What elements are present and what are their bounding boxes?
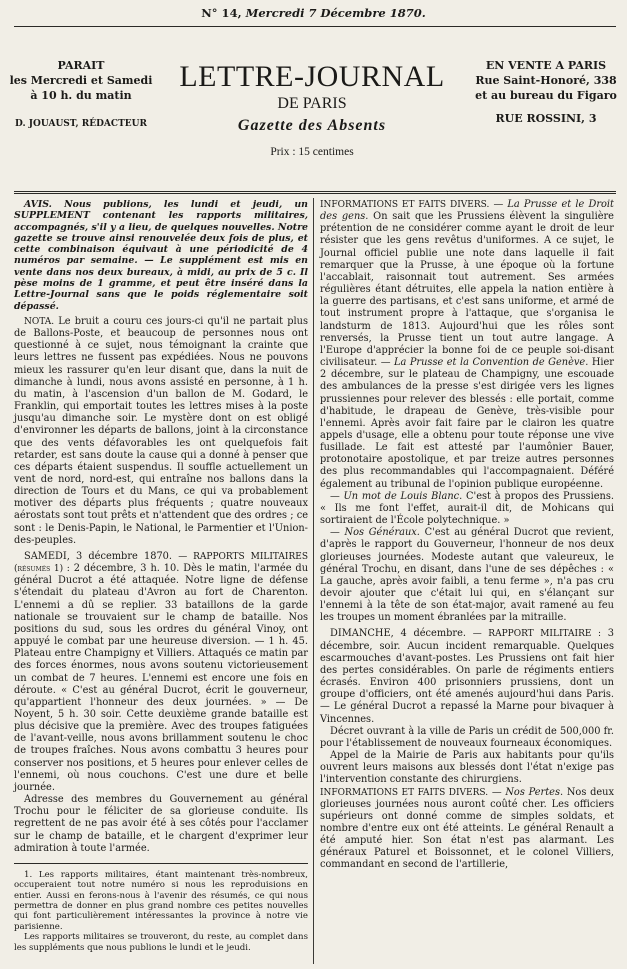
right-column — [320, 199, 614, 872]
masthead-title: LETTRE-JOURNAL — [179, 60, 445, 93]
geneve-text: Hier 2 décembre, sur le plateau de Champigny, une escouade des ambulances de la presse s'est dirigée vers les lignes prussiennes pour relever des blessés : elle portait, comme d'habitude, le drapeau de Genève, très-visible pour l'ennemi. Après avoir fait faire par le clairon les quatre appels d'usage, elle a obtenu pour toute réponse une vive fusillade. Le fait est attesté par l'aumônier Bauer, protonotaire apostolique, et par treize autres personnes des plus recommandables qui l'accompagnaient. Déféré également au tribunal de l'opinion publique européenne. — [320, 357, 614, 490]
nota-paragraph — [14, 316, 308, 547]
footnote-2: Les rapports militaires se trouveront, du reste, au complet dans les suppléments que nous publions le lundi et le jeudi. — [14, 932, 308, 953]
header-left-line2: les Mercredi et Samedi — [9, 74, 153, 87]
nota-label: NOTA. — [24, 316, 55, 327]
dimanche-heading: DIMANCHE, 4 décembre. — [330, 628, 466, 640]
avis-paragraph: AVIS. Nous publions, les lundi et jeudi, un SUPPLEMENT contenant les rapports militaires, accompagnés, s'il y a lieu, de quelques nouvelles. Notre gazette se trouve ainsi renouvelée deux fois de plus, et cette combinaison équivaut à une périodicité de 4 numéros par semaine. — Le supplément est mis en vente dans nos deux bureaux, à midi, au prix de 5 c. Il pèse moins de 1 gramme, et peut être inséré dans la Lettre-Journal sans que le poids réglementaire soit dépassé. — [14, 199, 308, 312]
samedi-heading: SAMEDI, 3 décembre 1870. — [24, 550, 173, 562]
dimanche-paragraph — [320, 628, 614, 725]
issue-number: N° 14, — [201, 6, 242, 20]
info1-paragraph — [320, 199, 614, 491]
issue-date: Mercredi 7 Décembre 1870. — [245, 6, 426, 20]
dimanche-label: — RAPPORT MILITAIRE : — [472, 629, 601, 640]
header-left-line3: à 10 h. du matin — [30, 89, 132, 102]
blanc-title: — Un mot de Louis Blanc. — [330, 490, 463, 502]
generaux-text: C'est au général Ducrot que revient, d'après le rapport du Gouverneur, l'honneur de nos deux glorieuses journées. Modeste autant que valeureux, le général Trochu, en disant, dans l'une de ses dépêches : « La gauche, après avoir faibli, a tenu ferme », n'a pas cru devoir ajouter que c'était lui qui, en s'élançant sur l'ennemi à la tête de son état-major, avait ramené au feu les troupes un moment ébranlées par la mitraille. — [320, 527, 614, 624]
header-right — [468, 58, 624, 126]
appel-paragraph: Appel de la Mairie de Paris aux habitants pour qu'ils ouvrent leurs maisons aux blessés dont l'état n'exige pas l'intervention constante des chirurgiens. — [320, 750, 614, 786]
info2-paragraph — [320, 787, 614, 872]
decret-paragraph: Décret ouvrant à la ville de Paris un crédit de 500,000 fr. pour l'établissement de nouveaux fourneaux économiques. — [320, 725, 614, 749]
nota-text: Le bruit a couru ces jours-ci qu'il ne partait plus de Ballons-Poste, et beaucoup de personnes nous ont questionné à ce sujet, nous témoignant la crainte que leurs lettres ne fussent pas expédiées. Nous ne pouvons mieux les rassurer qu'en leur disant que, dans la nuit de dimanche à lundi, nous avons assisté en personne, à 1 h. du matin, à l'ascension d'un ballon de M. Godard, le Franklin, qui emportait toutes les lettres mises à la poste jusqu'au dimanche soir. Le mystère dont on est obligé d'environner les départs de ballons, joint à la circonstance que des vents défavorables les ont quelquefois fait retarder, est sans doute la cause qui a donné à penser que ces départs étaient suspendus. Il souffle actuellement un vent de nord, nord-est, qui entraîne nos ballons dans la direction de Tours et du Mans, ce qui va probablement motiver des départs plus fréquents ; quatre nouveaux aérostats sont tout prêts et n'attendent que des ordres ; ce sont : le Denis-Papin, le National, le Parmentier et l'Union-des-peuples. — [14, 315, 308, 546]
info1-label: INFORMATIONS ET FAITS DIVERS. — [320, 200, 490, 210]
price-line: Prix : 15 centimes — [270, 146, 354, 158]
info2-title: — Nos Pertes. — [491, 786, 564, 798]
header-right-line2: Rue Saint-Honoré, 338 — [475, 74, 617, 87]
adresse-paragraph: Adresse des membres du Gouvernement au général Trochu pour le féliciter de sa glorieuse conduite. Ils regrettent de ne pas avoir été à ses côtés pour l'acclamer sur le champ de bataille, et le chargent d'exprimer leur admiration à toute l'armée. — [14, 794, 308, 854]
masthead-tagline: Gazette des Absents — [237, 117, 387, 134]
geneve-title: — La Prusse et la Convention de Genève. — [380, 357, 589, 369]
blanc-paragraph — [320, 491, 614, 527]
left-column — [14, 199, 308, 953]
footnotes — [14, 870, 308, 953]
info1-text: On sait que les Prussiens élèvent la singulière prétention de ne considérer comme ayant le droit de leur résister que les gens revêtus d'uniformes. A ce sujet, le Journal officiel publie une note dans laquelle il fait remarquer que la Prusse, à une époque où la fortune l'accablait, raisonnait tout autrement. Ses armées régulières étant détruites, elle appela la nation entière à la guerre des partisans, et c'est sans uniforme, et armé de tout instrument propre à l'attaque, que s'organisa le landsturm de 1813. Aujourd'hui que les rôles sont renversés, la Prusse tient un tout autre langage. A l'Europe d'apprécier la bonne foi de ce peuple soi-disant civilisateur. — [320, 211, 614, 369]
masthead-subtitle: DE PARIS — [277, 95, 347, 112]
info1-title: — La Prusse et le Droit des gens. — [320, 199, 614, 223]
header-left — [6, 58, 156, 132]
generaux-title: — Nos Généraux. — [330, 527, 420, 539]
header-right-line1: EN VENTE A PARIS — [485, 59, 607, 72]
samedi-paragraph — [14, 551, 308, 794]
blanc-text: C'est à propos des Prussiens. « Ils me font l'effet, aurait-il dit, de Mohicans qui sortiraient de l'École polytechnique. » — [320, 490, 615, 527]
masthead-rule — [14, 191, 616, 194]
dimanche-text: 3 décembre, soir. Aucun incident remarquable. Quelques escarmouches d'avant-postes. Les Prussiens ont fait hier des pertes considérables. On parle de régiments entiers écrasés. Environ 400 prisonniers prussiens, dont un groupe d'officiers, ont été amenés aujourd'hui dans Paris. — Le général Ducrot a repassé la Marne pour bivaquer à Vincennes. — [320, 628, 614, 725]
column-divider — [313, 198, 314, 964]
issue-line — [0, 6, 627, 20]
samedi-label: — RAPPORTS MILITAIRES (résumés 1) : — [14, 551, 309, 575]
masthead — [160, 60, 464, 158]
info2-label: INFORMATIONS ET FAITS DIVERS. — [320, 787, 489, 798]
samedi-text: 2 décembre, 3 h. 10. Dès le matin, l'armée du général Ducrot a été attaquée. Notre ligne de défense s'étendait du plateau d'Avron au fort de Charenton. L'ennemi a dû se replier. 33 bataillons de la garde nationale se trouvaient sur le champ de bataille. Nos positions du sud, sous les ordres du général Vinoy, ont appuyé le combat par une heureuse diversion. — 1 h. 45. Plateau entre Champigny et Villiers. Attaqués ce matin par des forces énormes, nous avons soutenu victorieusement un combat de 7 heures. L'ennemi est encore une fois en déroute. « C'est au général Ducrot, écrit le gouverneur, qu'appartient l'honneur des deux journées. » — De Noyent, 5 h. 30 soir. Cette deuxième grande bataille est plus décisive que la première. Avec des troupes fatiguées de l'avant-veille, nous avons brillamment soutenu le choc de troupes fraîches. Nous avons combattu 3 heures pour conserver nos positions, et 5 heures pour enlever celles de l'ennemi, où nous couchons. C'est une dure et belle journée. — [14, 563, 309, 793]
footnote-1: 1. Les rapports militaires, étant maintenant très-nombreux, occuperaient tout notre numéro si nous les reproduisions en entier. Aussi en ferons-nous à l'avenir des résumés, ce qui nous permettra de donner en plus grand nombre ces petites nouvelles qui font particulièrement intéressantes la province à notre vie parisienne. — [14, 869, 308, 932]
footnote-rule — [14, 863, 308, 864]
info2-text: Nos deux glorieuses journées nous auront coûté cher. Les officiers supérieurs ont donné comme de simples soldats, et nombre d'entre eux ont été atteints. Le général Renault a été amputé hier. Son état n'est pas alarmant. Les généraux Paturel et Boissonnet, et le colonel Villiers, commandant en second de l'artillerie, — [320, 786, 614, 871]
header-right-line3: et au bureau du Figaro — [475, 89, 617, 102]
editor-line: D. JOUAUST, RÉDACTEUR — [15, 119, 147, 129]
generaux-paragraph — [320, 527, 614, 624]
header-right-line4: RUE ROSSINI, 3 — [495, 112, 597, 125]
header-left-line1: PARAIT — [57, 59, 105, 72]
top-rule — [14, 26, 616, 27]
